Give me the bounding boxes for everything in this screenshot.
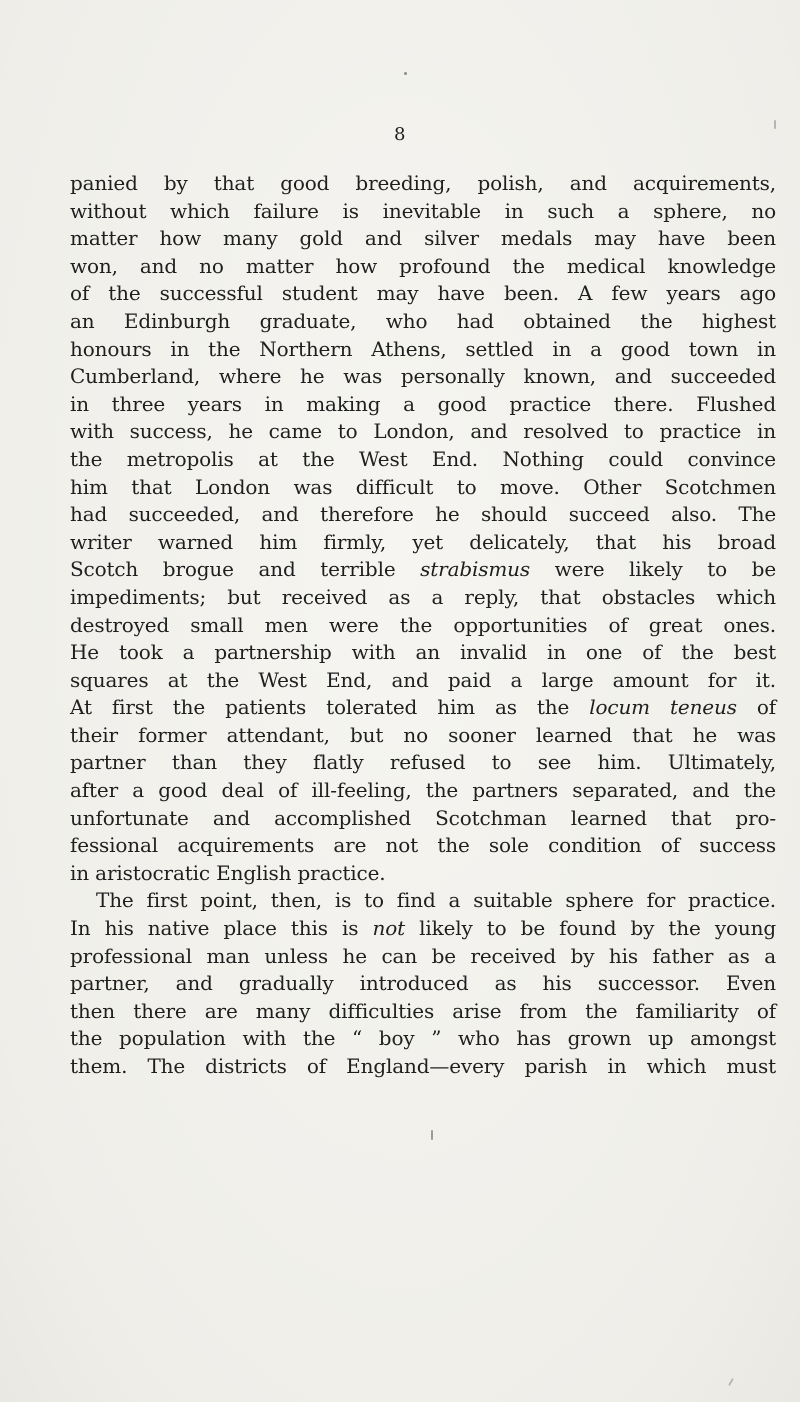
text-line-3: matter how many gold and silver medals may have been	[70, 226, 776, 251]
page-number: 8	[394, 124, 406, 145]
text-line-4: won, and no matter how profound the medical knowledge	[70, 253, 776, 278]
text-line-17: destroyed small men were the opportunities of great ones.	[70, 612, 776, 637]
italic-term: strabismus	[420, 557, 531, 582]
text-line-27: The first point, then, is to find a suitable sphere for practice.	[96, 888, 776, 913]
text-line-28: In his native place this is not likely to be found by the young	[70, 916, 776, 941]
text-line-26: in aristocratic English practice.	[70, 860, 386, 885]
text-line-33: them. The districts of England—every parish in which must	[70, 1054, 776, 1078]
italic-emphasis: not	[372, 916, 405, 941]
text-line-13: had succeeded, and therefore he should succeed also. The	[70, 502, 776, 527]
text-line-24: unfortunate and accomplished Scotchman learned that pro-	[70, 805, 776, 830]
text-line-31: then there are many difficulties arise from the familiarity of	[70, 998, 776, 1023]
text-line-7: honours in the Northern Athens, settled in a good town in	[70, 336, 776, 361]
body-text	[70, 170, 776, 1081]
text-line-16: impediments; but received as a reply, that obstacles which	[70, 584, 776, 609]
text-line-12: him that London was difficult to move. Other Scotchmen	[70, 474, 776, 499]
text-line-14: writer warned him firmly, yet delicately, that his broad	[70, 529, 776, 554]
text-line-5: of the successful student may have been. A few years ago	[70, 281, 776, 306]
paper-speck	[404, 72, 407, 75]
text-line-20: At first the patients tolerated him as the locum teneus of	[70, 695, 777, 720]
text-line-15: Scotch brogue and terrible strabismus were likely to be	[70, 557, 776, 582]
text-line-1: panied by that good breeding, polish, and acquirements,	[70, 171, 776, 195]
text-line-21: their former attendant, but no sooner learned that he was	[70, 722, 776, 747]
text-line-23: after a good deal of ill-feeling, the partners separated, and the	[70, 778, 776, 803]
text-line-19: squares at the West End, and paid a large amount for it.	[70, 667, 776, 692]
text-line-10: with success, he came to London, and resolved to practice in	[70, 419, 776, 444]
text-line-11: the metropolis at the West End. Nothing could convince	[70, 446, 776, 471]
text-line-32: the population with the “ boy ” who has grown up amongst	[70, 1026, 776, 1051]
text-line-22: partner than they flatly refused to see him. Ultimately,	[70, 750, 776, 775]
italic-term: locum teneus	[589, 695, 737, 720]
paper-speck	[431, 1130, 433, 1140]
text-line-9: in three years in making a good practice there. Flushed	[70, 391, 776, 416]
text-line-25: fessional acquirements are not the sole condition of success	[70, 833, 776, 858]
paper-speck	[728, 1378, 734, 1386]
text-line-8: Cumberland, where he was personally known, and succeeded	[70, 364, 776, 389]
text-line-29: professional man unless he can be received by his father as a	[70, 943, 776, 968]
text-line-2: without which failure is inevitable in such a sphere, no	[70, 198, 776, 223]
text-line-30: partner, and gradually introduced as his successor. Even	[70, 971, 776, 996]
text-line-6: an Edinburgh graduate, who had obtained the highest	[70, 308, 776, 333]
text-line-18: He took a partnership with an invalid in one of the best	[70, 640, 776, 665]
